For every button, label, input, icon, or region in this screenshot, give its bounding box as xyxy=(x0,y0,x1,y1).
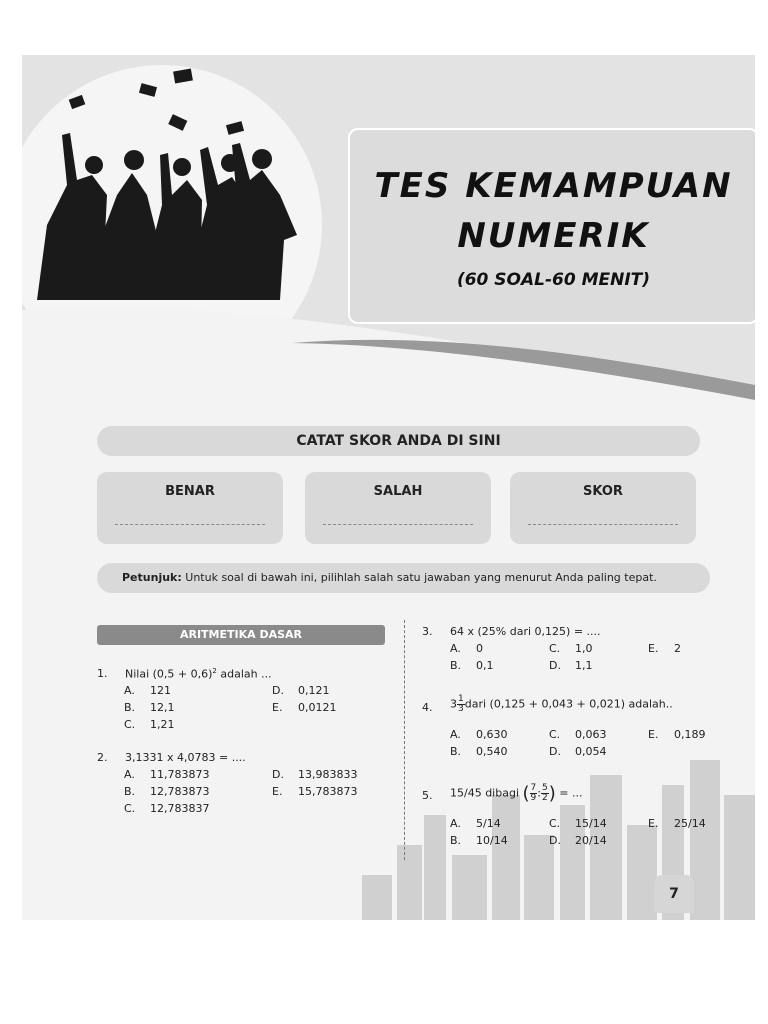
option-key: A. xyxy=(450,817,461,830)
page-subtitle: (60 SOAL-60 MENIT) xyxy=(456,270,651,290)
question-number: 3. xyxy=(422,625,433,638)
option-value: 0,0121 xyxy=(298,701,337,714)
option-value: 0,121 xyxy=(298,684,330,697)
score-line xyxy=(323,524,473,525)
title-box xyxy=(348,128,755,324)
option-value: 0,630 xyxy=(476,728,508,741)
option[interactable] xyxy=(272,768,358,781)
paren-open: ( xyxy=(522,783,530,804)
option-value: 0 xyxy=(476,642,483,655)
option[interactable] xyxy=(124,802,210,815)
question-number: 2. xyxy=(97,751,108,764)
option-key: A. xyxy=(450,728,461,741)
option-value: 1,21 xyxy=(150,718,175,731)
page-title-line1: TES KEMAMPUAN xyxy=(374,166,733,206)
option-key: C. xyxy=(124,718,136,731)
option-value: 12,783873 xyxy=(150,785,210,798)
option[interactable] xyxy=(648,642,681,655)
stem-part: dari (0,125 + 0,043 + 0,021) adalah.. xyxy=(464,697,673,711)
option[interactable] xyxy=(124,785,210,798)
question-number: 4. xyxy=(422,701,433,714)
instructions xyxy=(97,563,710,593)
option-value: 20/14 xyxy=(575,834,607,847)
option[interactable] xyxy=(272,684,330,697)
instructions-label: Petunjuk: xyxy=(122,571,182,584)
stem-exponent: 2 xyxy=(212,667,217,675)
option[interactable] xyxy=(549,745,607,758)
score-line xyxy=(528,524,678,525)
book-page xyxy=(22,55,755,920)
option[interactable] xyxy=(450,642,483,655)
fraction-denominator: 3 xyxy=(458,704,464,714)
option-key: D. xyxy=(549,659,561,672)
option[interactable] xyxy=(648,817,706,830)
option-value: 15/14 xyxy=(575,817,607,830)
option[interactable] xyxy=(450,745,508,758)
option[interactable] xyxy=(549,642,593,655)
option-key: D. xyxy=(272,768,284,781)
option-key: A. xyxy=(124,684,135,697)
option[interactable] xyxy=(124,701,175,714)
option[interactable] xyxy=(549,834,607,847)
paren-close: ) xyxy=(548,783,556,804)
option-value: 0,189 xyxy=(674,728,706,741)
option-key: E. xyxy=(648,728,659,741)
option[interactable] xyxy=(124,718,175,731)
stem-part: adalah ... xyxy=(216,667,272,681)
option-value: 0,054 xyxy=(575,745,607,758)
question-stem xyxy=(125,667,272,681)
option-key: B. xyxy=(450,834,462,847)
fraction-numerator: 7 xyxy=(530,783,537,793)
score-label: SALAH xyxy=(373,484,423,499)
fraction-numerator: 1 xyxy=(458,694,464,704)
option-value: 5/14 xyxy=(476,817,501,830)
option[interactable] xyxy=(450,817,501,830)
option[interactable] xyxy=(549,728,607,741)
option[interactable] xyxy=(450,728,508,741)
instructions-text: Untuk soal di bawah ini, pilihlah salah satu jawaban yang menurut Anda paling tepat. xyxy=(185,571,657,584)
fraction-numerator: 5 xyxy=(541,783,548,793)
divide-sign: : xyxy=(537,786,541,800)
question-number: 1. xyxy=(97,667,108,680)
option-key: B. xyxy=(450,745,462,758)
option-key: B. xyxy=(450,659,462,672)
fraction xyxy=(541,784,549,803)
option[interactable] xyxy=(272,785,358,798)
option-value: 0,1 xyxy=(476,659,494,672)
score-title: CATAT SKOR ANDA DI SINI xyxy=(97,426,700,456)
fraction-denominator: 2 xyxy=(541,793,548,803)
mixed-number-whole: 3 xyxy=(450,697,457,711)
option-value: 0,063 xyxy=(575,728,607,741)
option-key: E. xyxy=(648,817,659,830)
option-key: C. xyxy=(549,817,561,830)
question-stem xyxy=(450,783,582,804)
option-key: C. xyxy=(549,728,561,741)
option-key: C. xyxy=(549,642,561,655)
fraction-denominator: 9 xyxy=(530,793,537,803)
fraction xyxy=(457,695,465,714)
stem-part: = ... xyxy=(559,786,583,800)
option-value: 0,540 xyxy=(476,745,508,758)
score-box-salah xyxy=(305,472,491,544)
option-key: B. xyxy=(124,785,136,798)
option[interactable] xyxy=(450,834,508,847)
option[interactable] xyxy=(648,728,706,741)
score-label: BENAR xyxy=(165,484,215,499)
column-divider xyxy=(404,620,405,860)
option-key: E. xyxy=(272,701,283,714)
option-value: 1,1 xyxy=(575,659,593,672)
option-key: B. xyxy=(124,701,136,714)
option[interactable] xyxy=(549,659,593,672)
option[interactable] xyxy=(124,768,210,781)
section-title: ARITMETIKA DASAR xyxy=(97,625,385,645)
option-key: E. xyxy=(648,642,659,655)
option-value: 12,783837 xyxy=(150,802,210,815)
stem-part: 15/45 dibagi xyxy=(450,786,519,800)
question-stem: 3,1331 x 4,0783 = .... xyxy=(125,751,246,764)
option-value: 121 xyxy=(150,684,171,697)
option-value: 12,1 xyxy=(150,701,175,714)
option[interactable] xyxy=(450,659,494,672)
option-value: 25/14 xyxy=(674,817,706,830)
option-key: D. xyxy=(549,745,561,758)
option[interactable] xyxy=(549,817,607,830)
option-value: 15,783873 xyxy=(298,785,358,798)
score-box-benar xyxy=(97,472,283,544)
question-number: 5. xyxy=(422,789,433,802)
option-key: A. xyxy=(124,768,135,781)
option[interactable] xyxy=(272,701,337,714)
score-label: SKOR xyxy=(583,484,623,499)
option-value: 11,783873 xyxy=(150,768,210,781)
stem-part: Nilai (0,5 + 0,6) xyxy=(125,667,213,681)
page-number: 7 xyxy=(654,875,694,913)
score-line xyxy=(115,524,265,525)
question-stem: 64 x (25% dari 0,125) = .... xyxy=(450,625,601,638)
score-box-skor xyxy=(510,472,696,544)
option-value: 2 xyxy=(674,642,681,655)
option-value: 10/14 xyxy=(476,834,508,847)
page-title-line2: NUMERIK xyxy=(457,216,650,256)
question-stem xyxy=(450,695,673,714)
option-key: D. xyxy=(549,834,561,847)
option[interactable] xyxy=(124,684,171,697)
option-value: 13,983833 xyxy=(298,768,358,781)
option-value: 1,0 xyxy=(575,642,593,655)
option-key: A. xyxy=(450,642,461,655)
option-key: D. xyxy=(272,684,284,697)
option-key: E. xyxy=(272,785,283,798)
option-key: C. xyxy=(124,802,136,815)
